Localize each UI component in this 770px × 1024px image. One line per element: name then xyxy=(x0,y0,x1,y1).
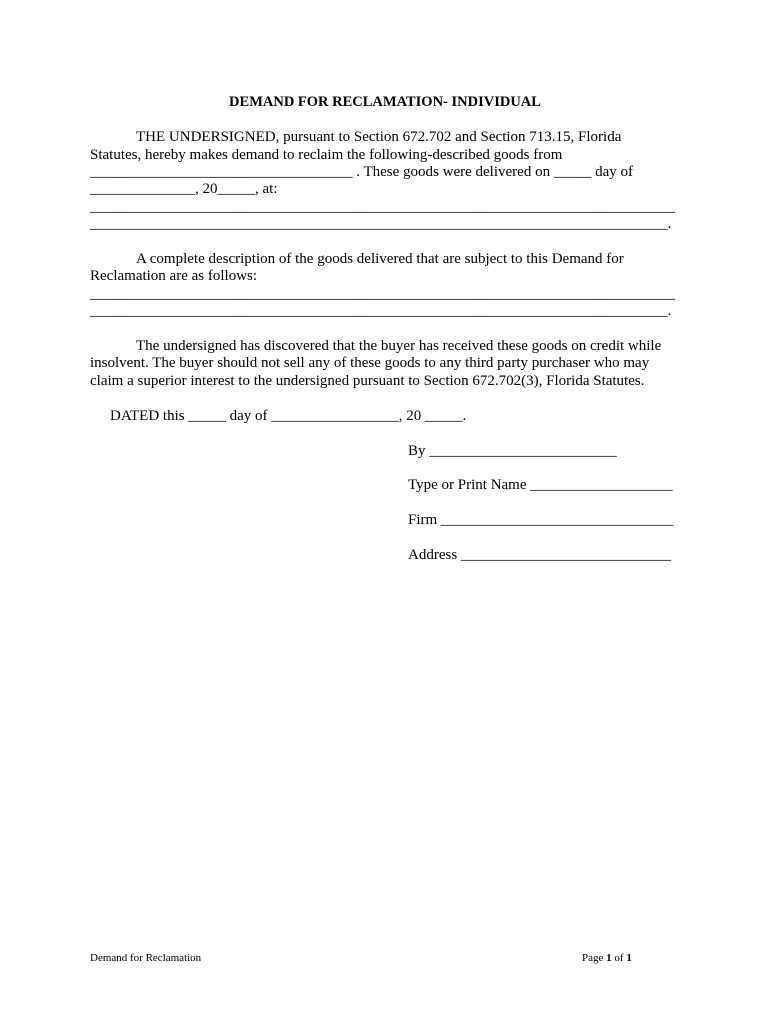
paragraph-3-line-3: claim a superior interest to the undersigned pursuant to Section 672.702(3), Florida Statutes. xyxy=(90,373,645,389)
paragraph-2-line-4: _____________________________________________________________________________. xyxy=(90,303,672,319)
paragraph-1-line-5: ______________________________________________________________________________ xyxy=(90,199,675,215)
paragraph-3-line-1: The undersigned has discovered that the buyer has received these goods on credit while xyxy=(136,338,662,354)
footer-of-label: of xyxy=(611,952,627,964)
dated-line: DATED this _____ day of _________________, 20 _____. xyxy=(110,408,467,424)
signature-name-line: Type or Print Name ___________________ xyxy=(408,477,673,493)
footer-page-total: 1 xyxy=(626,952,632,964)
footer-page-number xyxy=(582,952,632,965)
footer-page-label: Page xyxy=(582,952,607,964)
footer-document-name: Demand for Reclamation xyxy=(90,952,202,964)
paragraph-1-line-3: ___________________________________ . These goods were delivered on _____ day of xyxy=(90,164,633,180)
footer-page-current: 1 xyxy=(606,952,612,964)
signature-by-line: By _________________________ xyxy=(408,443,617,459)
paragraph-2-line-1: A complete description of the goods delivered that are subject to this Demand for xyxy=(136,251,624,267)
paragraph-1-line-4: ______________, 20_____, at: xyxy=(90,181,278,197)
signature-firm-line: Firm _______________________________ xyxy=(408,512,674,528)
paragraph-3-line-2: insolvent. The buyer should not sell any of these goods to any third party purchaser who may xyxy=(90,355,650,371)
document-title: DEMAND FOR RECLAMATION- INDIVIDUAL xyxy=(229,94,541,110)
signature-address-line: Address ____________________________ xyxy=(408,547,671,563)
paragraph-2-line-3: ______________________________________________________________________________ xyxy=(90,286,675,302)
paragraph-1-line-1: THE UNDERSIGNED, pursuant to Section 672.702 and Section 713.15, Florida xyxy=(136,129,622,145)
paragraph-1-line-6: _____________________________________________________________________________. xyxy=(90,216,672,232)
paragraph-2-line-2: Reclamation are as follows: xyxy=(90,268,258,284)
paragraph-1-line-2: Statutes, hereby makes demand to reclaim the following-described goods from xyxy=(90,147,563,163)
